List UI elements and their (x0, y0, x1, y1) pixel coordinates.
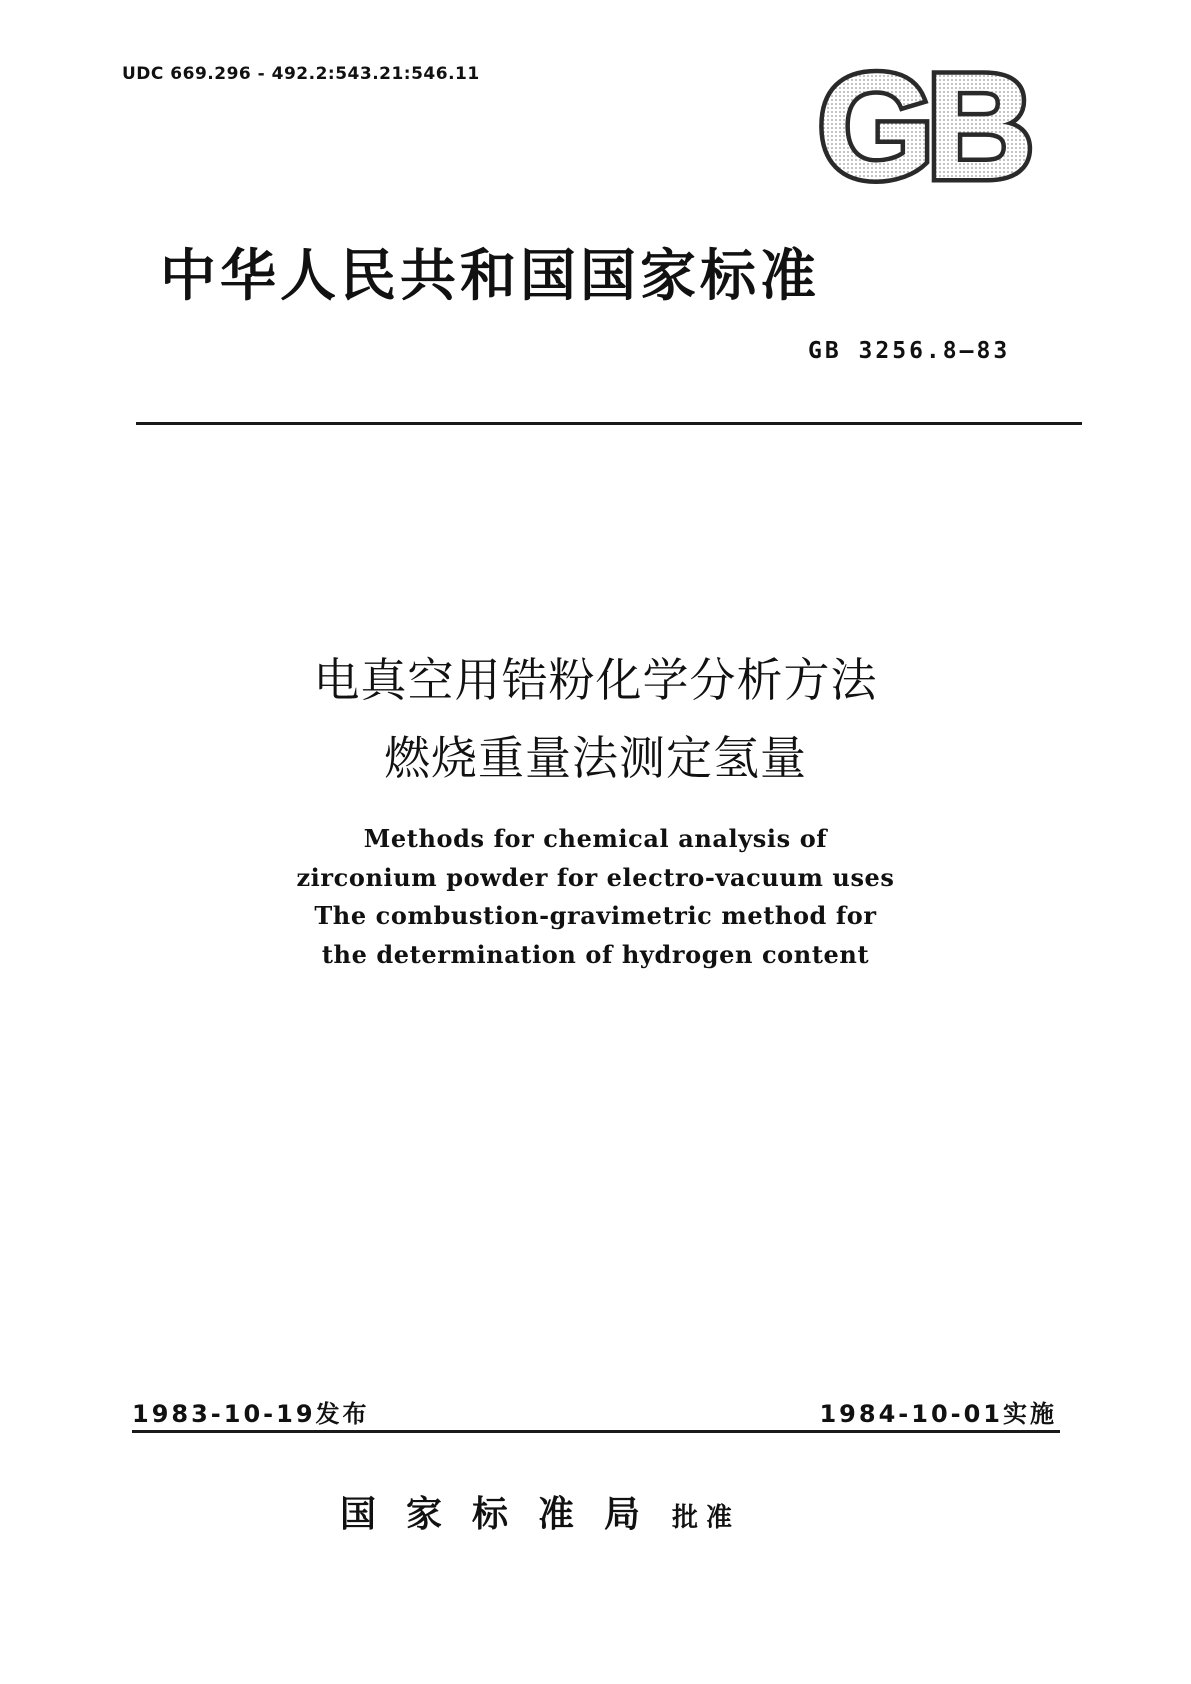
udc-code: UDC 669.296 - 492.2:543.21:546.11 (122, 64, 480, 84)
footer-divider (132, 1430, 1060, 1433)
standard-number: GB 3256.8—83 (808, 338, 1011, 364)
english-title-line: the determination of hydrogen content (321, 939, 870, 969)
english-title-line: Methods for chemical analysis of (363, 824, 828, 853)
english-title-line: The combustion-gravimetric method for (314, 901, 877, 930)
national-standard-title: 中华人民共和国国家标准 (160, 244, 820, 309)
approval-organization: 国家标准局 (340, 1494, 671, 1535)
gb-logo (806, 66, 1038, 188)
approval-label: 批准 (672, 1503, 741, 1533)
chinese-title-line-1: 电真空用锆粉化学分析方法 (313, 653, 878, 707)
chinese-title-line-2: 燃烧重量法测定氢量 (384, 731, 807, 785)
english-title-line: zirconium powder for electro-vacuum uses (296, 862, 895, 892)
effective-date: 1984-10-01实施 (819, 1400, 1057, 1428)
english-title (0, 820, 1191, 974)
issue-date: 1983-10-19发布 (132, 1400, 370, 1428)
gb-logo-text: GB (817, 66, 1027, 188)
approval-line (340, 1486, 740, 1537)
header-divider (136, 422, 1082, 425)
